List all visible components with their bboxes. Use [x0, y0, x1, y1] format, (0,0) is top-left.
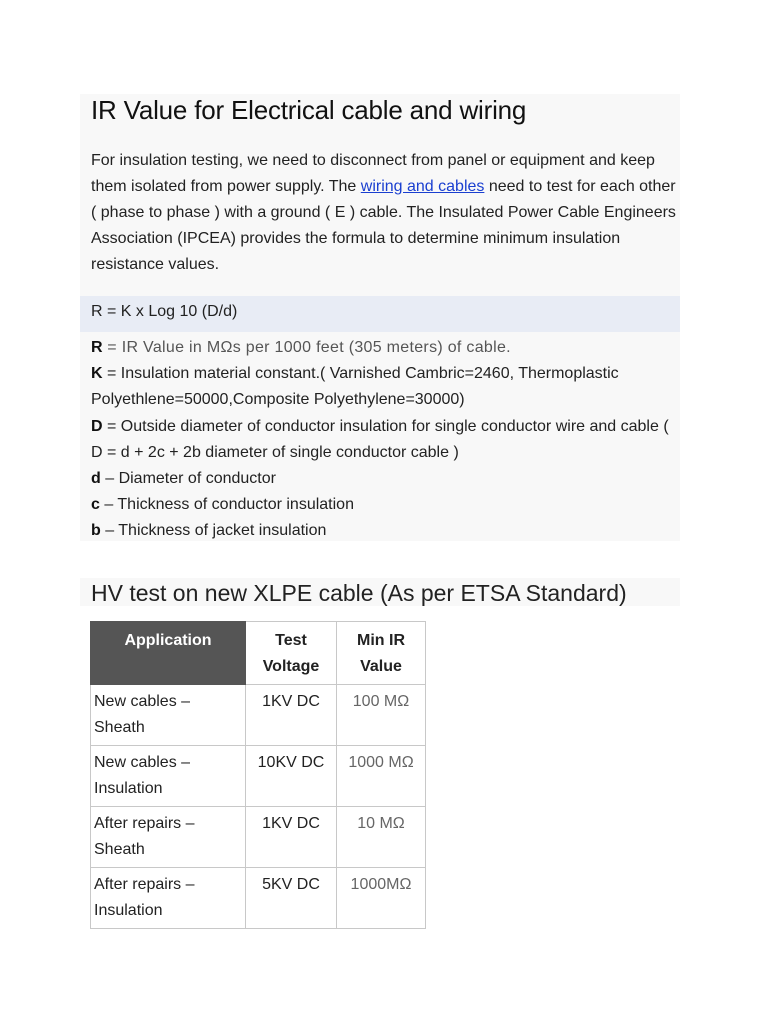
cell-min-ir-value: 100 MΩ: [337, 685, 426, 746]
definition-text: – Thickness of conductor insulation: [99, 496, 354, 514]
table-row: [91, 807, 426, 868]
table-row: [91, 685, 426, 746]
table-row: [91, 746, 426, 807]
definition-symbol: K: [91, 365, 103, 383]
cell-test-voltage: 10KV DC: [246, 746, 337, 807]
cell-min-ir-value: 1000 MΩ: [337, 746, 426, 807]
definition-text: – Thickness of jacket insulation: [100, 522, 327, 540]
table-header-row: [91, 622, 426, 685]
intro-paragraph: [91, 148, 681, 278]
definition-symbol: R: [91, 339, 103, 356]
wiring-and-cables-link[interactable]: wiring and cables: [360, 178, 485, 195]
definition-text: = IR Value in MΩs per 1000 feet (305 meters) of cable.: [102, 339, 511, 356]
cell-application: After repairs – Sheath: [91, 807, 246, 868]
cell-application: New cables – Sheath: [91, 685, 246, 746]
column-header-application: Application: [91, 622, 246, 685]
definition-k: [91, 361, 681, 413]
cell-application: New cables – Insulation: [91, 746, 246, 807]
definition-d-conductor: [91, 466, 681, 492]
column-header-test-voltage: Test Voltage: [246, 622, 337, 685]
column-header-min-ir-value: Min IR Value: [337, 622, 426, 685]
definition-symbol: d: [91, 470, 101, 488]
cell-test-voltage: 1KV DC: [246, 807, 337, 868]
cell-test-voltage: 5KV DC: [246, 868, 337, 929]
table-row: [91, 868, 426, 929]
definition-r: [91, 335, 681, 361]
definition-symbol: b: [91, 522, 101, 540]
hv-test-table: [90, 621, 426, 929]
definition-symbol: c: [91, 496, 100, 514]
definition-text: – Diameter of conductor: [100, 470, 276, 488]
cell-test-voltage: 1KV DC: [246, 685, 337, 746]
formula-text: R = K x Log 10 (D/d): [91, 303, 238, 320]
definition-b: [91, 518, 681, 544]
cell-min-ir-value: 1000MΩ: [337, 868, 426, 929]
cell-min-ir-value: 10 MΩ: [337, 807, 426, 868]
definitions-list: [91, 335, 681, 545]
definition-symbol: D: [91, 417, 103, 435]
section-title-hv-test: HV test on new XLPE cable (As per ETSA Standard): [91, 580, 627, 606]
definition-d-outside: [91, 414, 681, 466]
intro-text-end: need to test for each other ( phase to phase ) with a ground ( E ) cable. The Insulated Power Cable Engineers Association (IPCEA) provides the formula to determine minimum insulation resistance values.: [91, 178, 676, 273]
definition-c: [91, 492, 681, 518]
intro-text-start: For insulation testing, we need to disconnect from panel or equipment and keep them isolated from power supply. The: [91, 152, 655, 195]
definition-text: = Outside diameter of conductor insulation for single conductor wire and cable ( D = d + 2c + 2b diameter of single conductor cable ): [91, 417, 669, 461]
cell-application: After repairs – Insulation: [91, 868, 246, 929]
page-title: IR Value for Electrical cable and wiring: [91, 95, 527, 125]
definition-text: = Insulation material constant.( Varnished Cambric=2460, Thermoplastic Polyethlene=50000,Composite Polyethylene=30000): [91, 365, 619, 409]
